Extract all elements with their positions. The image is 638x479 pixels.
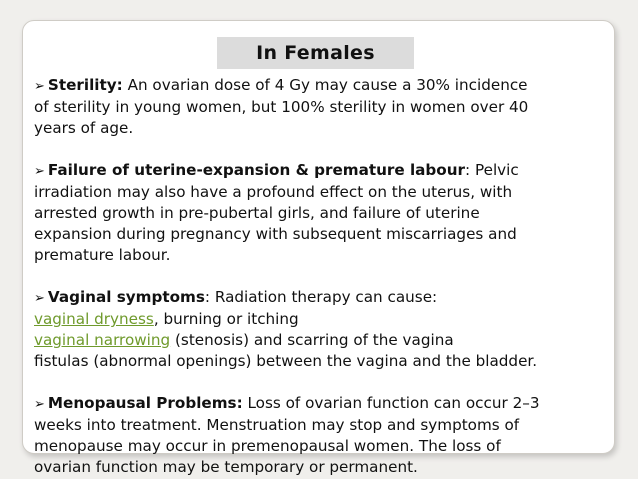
menopausal-text-2: weeks into treatment. Menstruation may stop and symptoms of — [34, 416, 520, 434]
bullet-arrow-icon: ➢ — [34, 79, 45, 94]
vaginal-item-1-text: , burning or itching — [153, 310, 299, 328]
uterine-label: Failure of uterine-expansion & premature labour — [47, 161, 466, 179]
sterility-text-3: years of age. — [34, 119, 134, 137]
paragraph-spacer — [34, 266, 614, 287]
uterine-text-2: irradiation may also have a profound effect on the uterus, with — [34, 183, 513, 201]
uterine-text-3: arrested growth in pre-pubertal girls, and failure of uterine — [34, 204, 480, 222]
vaginal-item-2 — [34, 330, 614, 351]
bullet-arrow-icon: ➢ — [34, 164, 45, 179]
menopausal-text-3: menopause may occur in premenopausal women. The loss of — [34, 437, 501, 455]
slide-title-text: In Females — [256, 42, 375, 64]
uterine-text-4: expansion during pregnancy with subsequent miscarriages and — [34, 225, 517, 243]
paragraph-spacer — [34, 372, 614, 393]
paragraph-spacer — [34, 139, 614, 160]
vaginal-item-1 — [34, 309, 614, 330]
menopausal-line-1 — [34, 393, 614, 415]
bullet-arrow-icon: ➢ — [34, 291, 45, 306]
menopausal-label: Menopausal Problems: — [47, 394, 243, 412]
vaginal-paragraph — [34, 287, 614, 372]
uterine-text-1: : Pelvic — [465, 161, 519, 179]
menopausal-text-4: ovarian function may be temporary or permanent. — [34, 458, 418, 476]
bullet-arrow-icon: ➢ — [34, 397, 45, 412]
uterine-paragraph — [34, 160, 614, 266]
uterine-text-5: premature labour. — [34, 246, 171, 264]
sterility-text-1: An ovarian dose of 4 Gy may cause a 30% incidence — [122, 76, 528, 94]
sterility-line-1 — [34, 75, 614, 97]
sterility-label: Sterility: — [47, 76, 123, 94]
vaginal-text-1: : Radiation therapy can cause: — [204, 288, 438, 306]
vaginal-label: Vaginal symptoms — [47, 288, 205, 306]
menopausal-text-1: Loss of ovarian function can occur 2–3 — [242, 394, 540, 412]
vaginal-line-1 — [34, 287, 614, 309]
vaginal-dryness-link[interactable]: vaginal dryness — [34, 310, 154, 328]
sterility-text-2: of sterility in young women, but 100% sterility in women over 40 — [34, 98, 529, 116]
menopausal-paragraph — [34, 393, 614, 478]
slide-content — [34, 75, 614, 478]
uterine-line-1 — [34, 160, 614, 182]
vaginal-item-2-text: (stenosis) and scarring of the vagina — [170, 331, 454, 349]
sterility-paragraph — [34, 75, 614, 139]
vaginal-item-3: fistulas (abnormal openings) between the vagina and the bladder. — [34, 352, 538, 370]
vaginal-narrowing-link[interactable]: vaginal narrowing — [34, 331, 171, 349]
slide-title — [217, 37, 414, 69]
